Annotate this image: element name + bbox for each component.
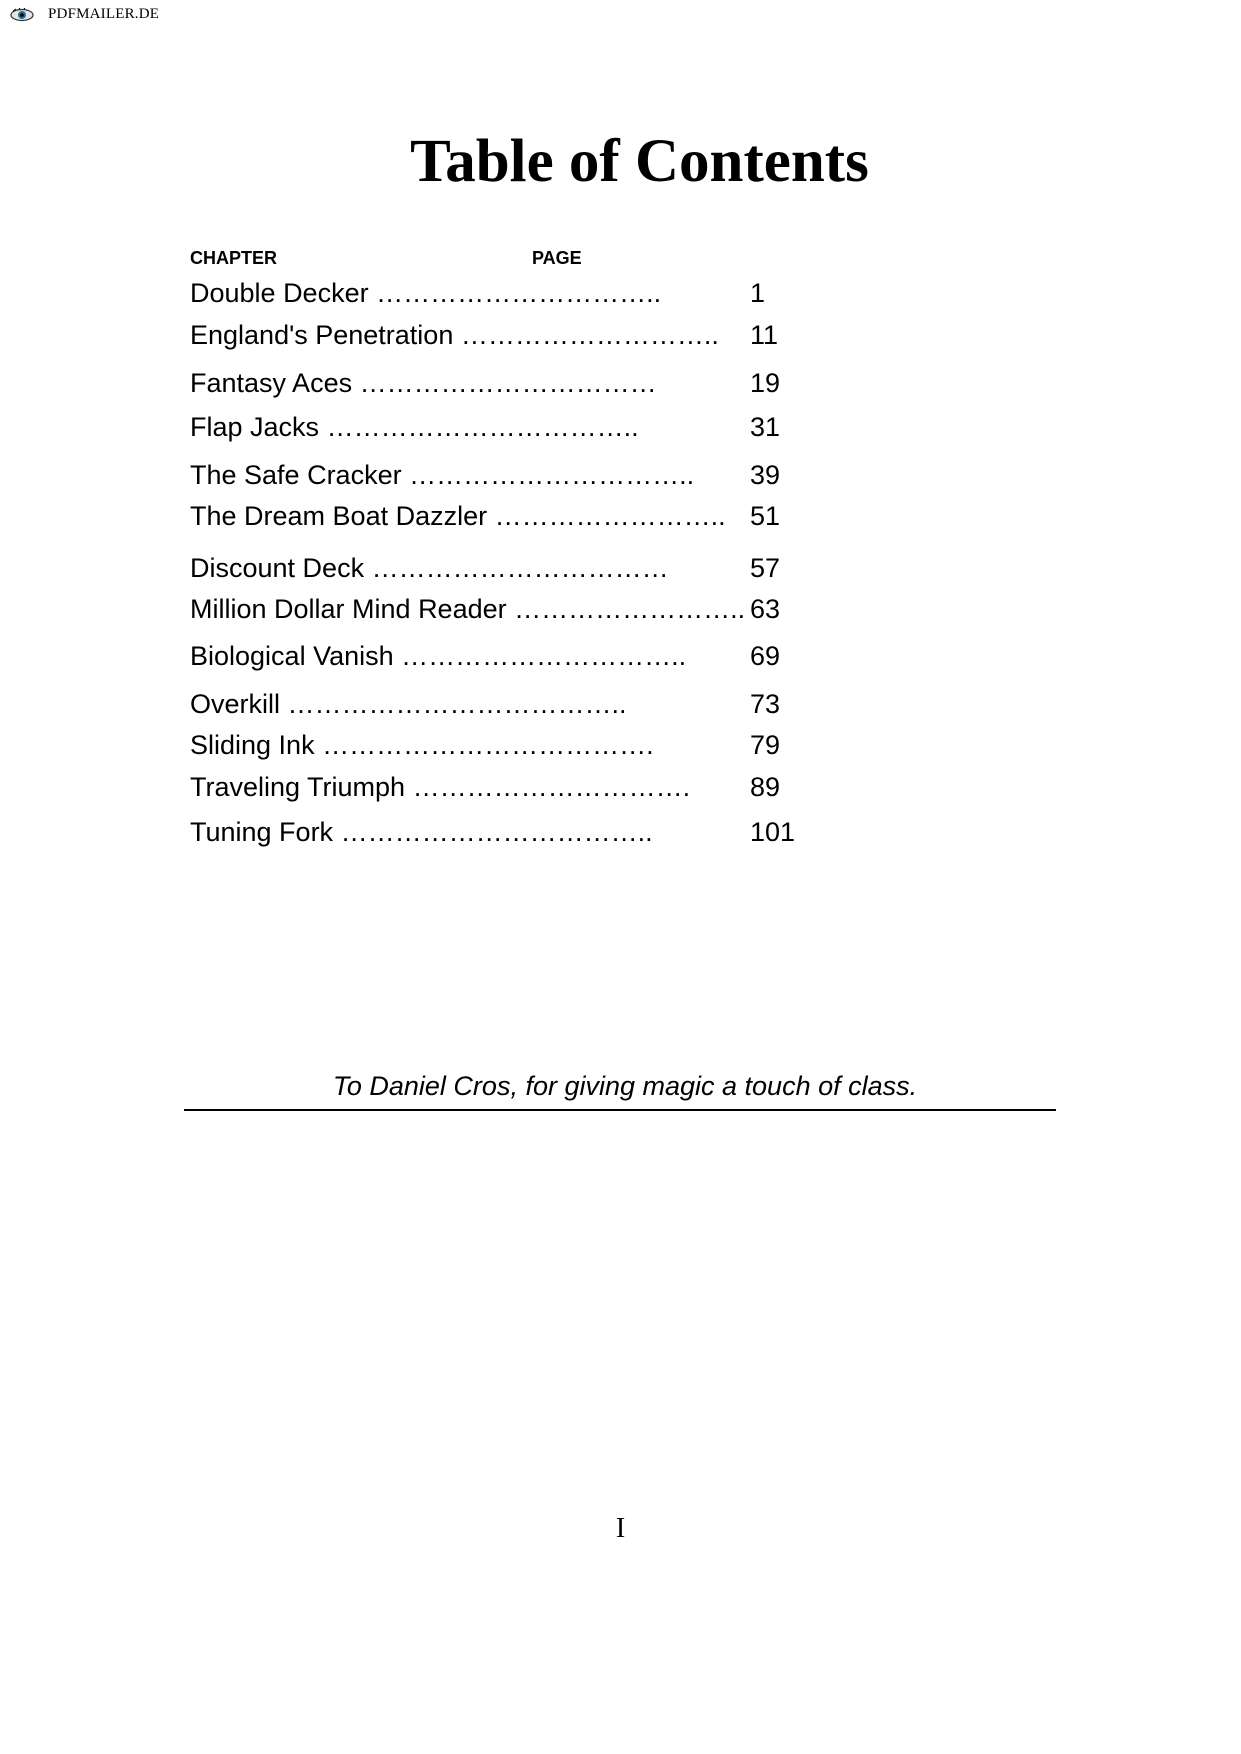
toc-entry-page: 79 — [750, 730, 781, 760]
toc-entry-title: The Safe Cracker ………………………….. — [190, 460, 695, 490]
toc-entry-title: Discount Deck …………………………… — [190, 553, 669, 583]
toc-entry-page: 101 — [750, 817, 796, 847]
toc-entry-title: The Dream Boat Dazzler …………………….. — [190, 501, 726, 531]
toc-entry-page: 57 — [750, 553, 781, 583]
toc-entry-title: Traveling Triumph …………………………. — [190, 772, 691, 802]
toc-entry-title: Double Decker ………………………….. — [190, 278, 662, 308]
toc-entry-page: 11 — [750, 320, 779, 350]
toc-entry-title: Overkill ……………………………….. — [190, 689, 627, 719]
toc-entry-title: Biological Vanish ………………………….. — [190, 641, 687, 671]
toc-entry-page: 73 — [750, 689, 781, 719]
toc-entry-title: Flap Jacks …………………………….. — [190, 412, 639, 442]
toc-entry-title: Sliding Ink ………………………………. — [190, 730, 654, 760]
watermark-text: PDFMAILER.DE — [48, 6, 160, 22]
toc-entry-title: Tuning Fork …………………………….. — [190, 817, 653, 847]
toc-entry-page: 63 — [750, 594, 781, 624]
toc-entry-page: 69 — [750, 641, 781, 671]
toc-entry-page: 39 — [750, 460, 781, 490]
toc-entry-title: Million Dollar Mind Reader …………………….. — [190, 594, 746, 624]
toc-entry-page: 1 — [750, 278, 766, 308]
dedication: To Daniel Cros, for giving magic a touch of class. — [332, 1071, 918, 1101]
toc-entry-page: 19 — [750, 368, 781, 398]
page-title: Table of Contents — [410, 128, 869, 195]
toc-entry-title: England's Penetration ……………………….. — [190, 320, 719, 350]
toc-entry-page: 51 — [750, 501, 781, 531]
eye-icon — [10, 8, 34, 22]
toc-entry-title: Fantasy Aces …………………………… — [190, 368, 657, 398]
toc-entry-page: 31 — [750, 412, 781, 442]
column-header-page: PAGE — [532, 248, 582, 268]
dedication-rule — [184, 1109, 1056, 1111]
toc-entry-page: 89 — [750, 772, 781, 802]
page-number: I — [615, 1513, 626, 1544]
column-header-chapter: CHAPTER — [190, 248, 278, 268]
watermark — [10, 6, 159, 23]
